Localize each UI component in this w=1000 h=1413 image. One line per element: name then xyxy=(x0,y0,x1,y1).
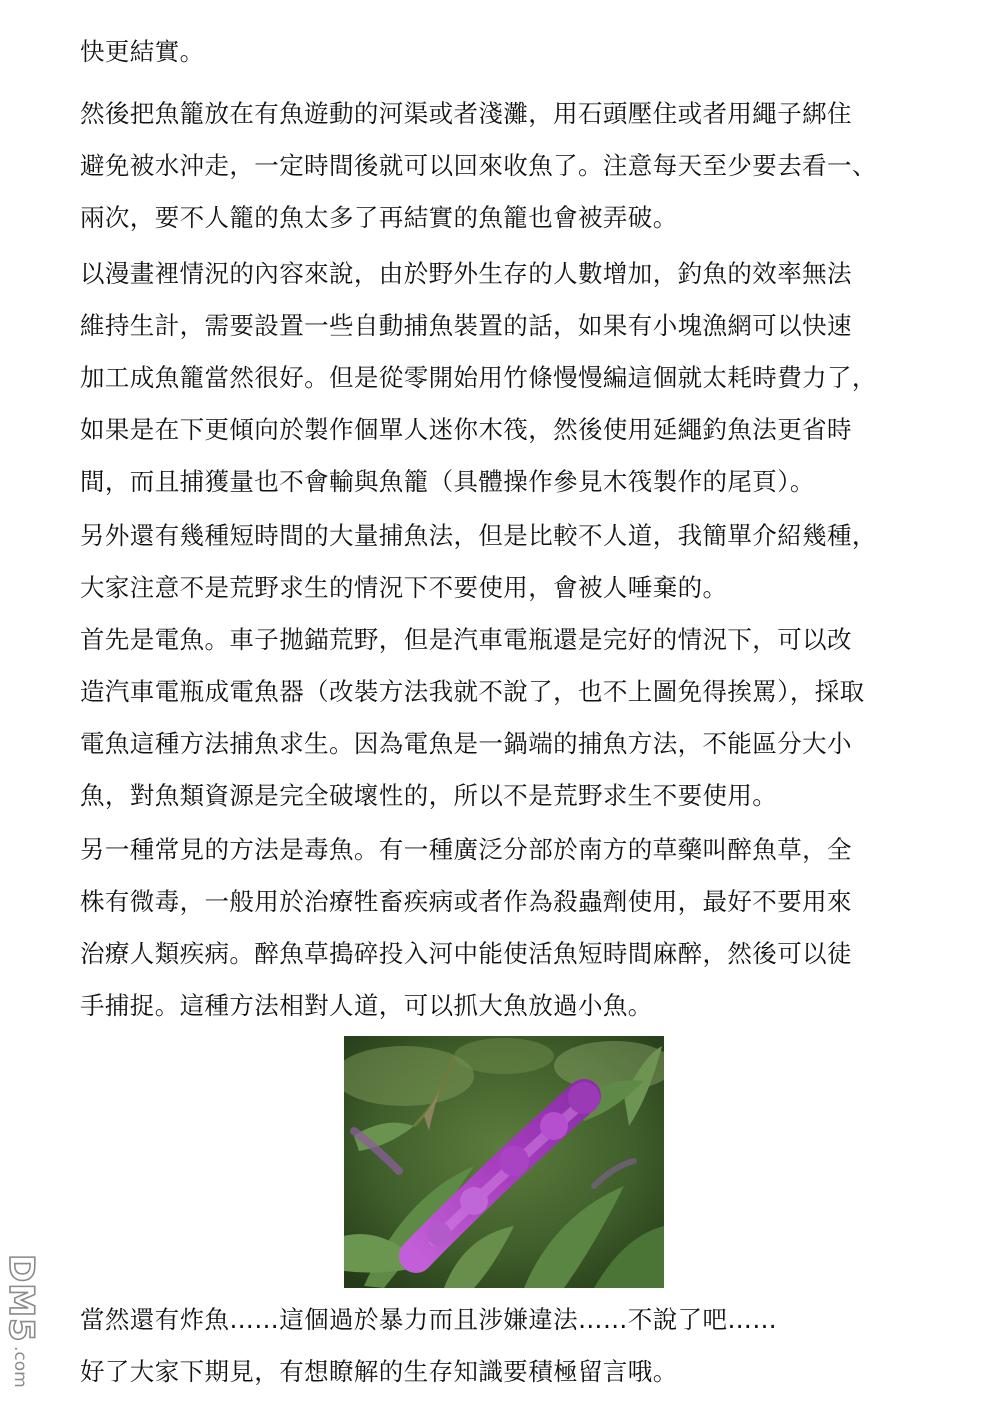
text-line: 首先是電魚。車子拋錨荒野，但是汽車電瓶還是完好的情況下，可以改 xyxy=(80,625,852,654)
text-line: 快更結實。 xyxy=(80,37,205,66)
text-line: 然後把魚籠放在有魚遊動的河渠或者淺灘，用石頭壓住或者用繩子綁住 xyxy=(80,99,852,128)
watermark-logo: DM5 xyxy=(1,1254,41,1343)
text-line: 避免被水沖走，一定時間後就可以回來收魚了。注意每天至少要去看一、 xyxy=(80,151,877,180)
text-line: 當然還有炸魚……這個過於暴力而且涉嫌違法……不說了吧…… xyxy=(80,1305,778,1334)
text-line: 如果是在下更傾向於製作個單人迷你木筏，然後使用延繩釣魚法更省時 xyxy=(80,415,852,444)
text-line: 好了大家下期見，有想瞭解的生存知識要積極留言哦。 xyxy=(80,1357,678,1386)
watermark-domain: .com xyxy=(10,1346,30,1388)
text-line: 造汽車電瓶成電魚器（改裝方法我就不說了，也不上圖免得挨罵），採取 xyxy=(80,677,865,706)
flower-illustration xyxy=(344,1036,664,1288)
text-line: 維持生計，需要設置一些自動捕魚裝置的話，如果有小塊漁網可以快速 xyxy=(80,311,852,340)
text-line: 間，而且捕獲量也不會輸與魚籠（具體操作參見木筏製作的尾頁）。 xyxy=(80,467,815,496)
text-line: 加工成魚籠當然很好。但是從零開始用竹條慢慢編這個就太耗時費力了， xyxy=(80,363,877,392)
text-line: 兩次，要不人籠的魚太多了再結實的魚籠也會被弄破。 xyxy=(80,203,678,232)
text-line: 治療人類疾病。醉魚草搗碎投入河中能使活魚短時間麻醉，然後可以徒 xyxy=(80,939,852,968)
text-line: 大家注意不是荒野求生的情況下不要使用，會被人唾棄的。 xyxy=(80,573,728,602)
text-line: 另一種常見的方法是毒魚。有一種廣泛分部於南方的草藥叫醉魚草，全 xyxy=(80,835,852,864)
text-line: 電魚這種方法捕魚求生。因為電魚是一鍋端的捕魚方法，不能區分大小 xyxy=(80,729,852,758)
buddleja-flower-photo xyxy=(344,1036,664,1288)
text-line: 株有微毒，一般用於治療牲畜疾病或者作為殺蟲劑使用，最好不要用來 xyxy=(80,887,852,916)
text-line: 另外還有幾種短時間的大量捕魚法，但是比較不人道，我簡單介紹幾種， xyxy=(80,521,877,550)
text-line: 魚，對魚類資源是完全破壞性的，所以不是荒野求生不要使用。 xyxy=(80,781,778,810)
text-line: 以漫畫裡情況的內容來說，由於野外生存的人數增加，釣魚的效率無法 xyxy=(80,259,852,288)
text-line: 手捕捉。這種方法相對人道，可以抓大魚放過小魚。 xyxy=(80,991,653,1020)
